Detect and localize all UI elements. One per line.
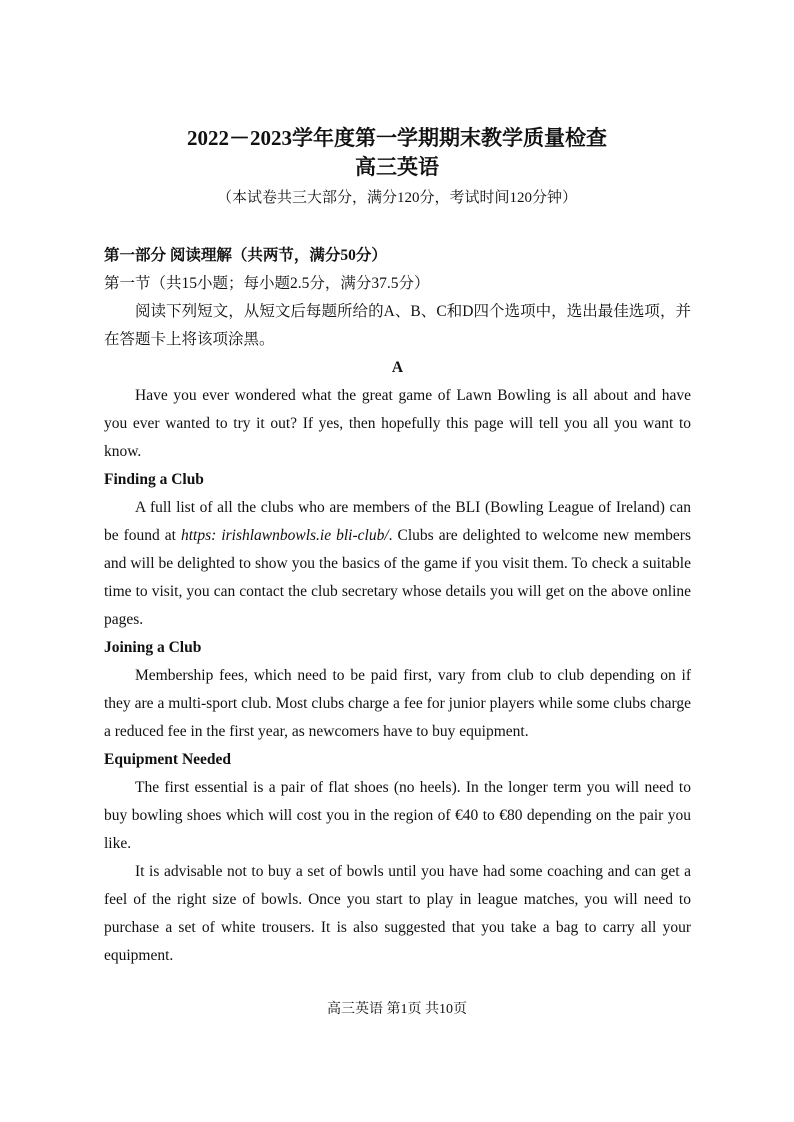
finding-paragraph bbox=[104, 494, 691, 634]
passage-intro: Have you ever wondered what the great game of Lawn Bowling is all about and have you ever wanted to try it out? If yes, then hopefully this page will tell you all you want to know. bbox=[104, 387, 691, 460]
page-footer: 高三英语 第1页 共10页 bbox=[327, 1002, 467, 1017]
exam-subject: 高三英语 bbox=[355, 155, 439, 179]
exam-note: （本试卷共三大部分，满分120分，考试时间120分钟） bbox=[216, 190, 577, 206]
finding-text-after: . Clubs are delighted to welcome new members and will be delighted to show you the basics of the game if you visit them. To check a suitable time to visit, you can contact the club secretary whose details you will get on the above online pages. bbox=[104, 527, 691, 628]
finding-heading: Finding a Club bbox=[104, 471, 204, 488]
equipment-heading: Equipment Needed bbox=[104, 751, 232, 768]
finding-text-before: A full list of all the clubs who are members of the BLI (Bowling League of Ireland) can be found at bbox=[104, 499, 691, 544]
exam-content bbox=[104, 242, 691, 970]
passage-label: A bbox=[391, 359, 404, 376]
club-list-url: https: irishlawnbowls.ie bli-club/ bbox=[181, 527, 389, 544]
equipment-paragraph-2: It is advisable not to buy a set of bowls until you have had some coaching and can get a feel of the right size of bowls. Once you start to play in league matches, you will need to purchase a set of white trousers. It is also suggested that you take a bag to carry all your equipment. bbox=[104, 863, 691, 964]
part-heading: 第一部分 阅读理解（共两节，满分50分） bbox=[104, 247, 387, 264]
joining-heading: Joining a Club bbox=[104, 639, 202, 656]
equipment-paragraph-1: The first essential is a pair of flat shoes (no heels). In the longer term you will need to buy bowling shoes which will cost you in the region of €40 to €80 depending on the pair you like. bbox=[104, 779, 691, 852]
instructions: 阅读下列短文，从短文后每题所给的A、B、C和D四个选项中，选出最佳选项，并在答题卡上将该项涂黑。 bbox=[104, 303, 691, 348]
exam-title: 2022－2023学年度第一学期期末教学质量检查 bbox=[187, 126, 607, 150]
joining-paragraph: Membership fees, which need to be paid first, vary from club to club depending on if they are a multi-sport club. Most clubs charge a fee for junior players while some clubs charge a reduced fee in the first year, as newcomers have to buy equipment. bbox=[104, 667, 691, 740]
section-heading: 第一节（共15小题；每小题2.5分，满分37.5分） bbox=[104, 275, 430, 292]
